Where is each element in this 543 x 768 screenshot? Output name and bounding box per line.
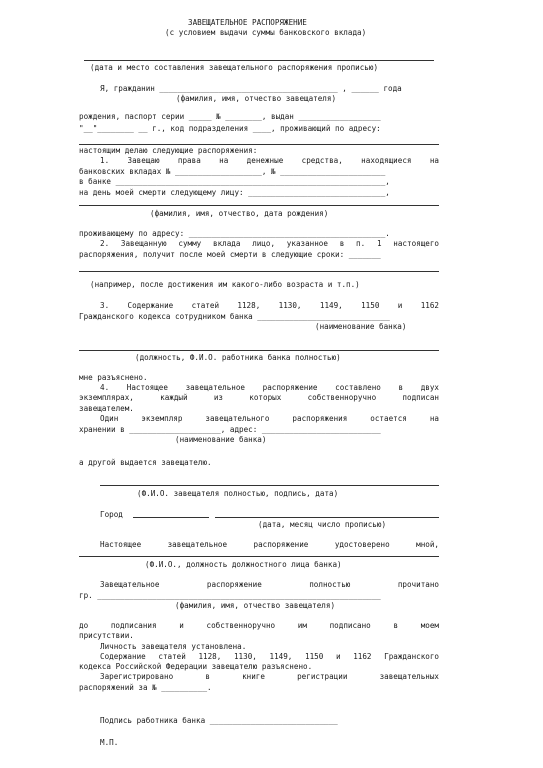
date-place-caption: (дата и место составления завещательного распоряжения прописью) xyxy=(90,63,379,72)
passport-line: рождения, паспорт серии _____ № ________, выдан __________________ xyxy=(79,112,381,121)
issued-to-line: а другой выдается завещателю. xyxy=(79,458,212,467)
seal-label: М.П. xyxy=(100,738,119,747)
signing-line-1: до подписания и собственноручно им подписано в моем xyxy=(79,621,439,630)
testator-sign-caption: (Ф.И.О. завещателя полностью, подпись, дата) xyxy=(137,489,339,498)
example-caption: (например, после достижения им какого-либо возраста и т.п.) xyxy=(90,280,360,289)
terms-line xyxy=(79,271,439,272)
registered-line-2: распоряжений за № __________. xyxy=(79,683,212,692)
bank-officer-line xyxy=(79,350,439,351)
date-field-line xyxy=(215,517,439,518)
bank-officer-caption: (должность, Ф.И.О. работника банка полностью) xyxy=(135,353,341,362)
document-title: ЗАВЕЩАТЕЛЬНОЕ РАСПОРЯЖЕНИЕ xyxy=(188,18,307,27)
articles-line-1: Содержание статей 1128, 1130, 1149, 1150 и 1162 Гражданского xyxy=(100,652,439,661)
date-place-line xyxy=(84,60,434,61)
official-line xyxy=(79,556,439,557)
residing-line: проживающему по адресу: ___________________________________________. xyxy=(79,229,390,238)
city-label: Город xyxy=(100,510,123,519)
explained-line: мне разъяснено. xyxy=(79,373,148,382)
fio-dob-caption: (фамилия, имя, отчество, дата рождения) xyxy=(150,209,329,218)
citizen-line: Я, гражданин _______________________________________ , ______ года xyxy=(100,84,402,93)
item4-line-3: завещателем. xyxy=(79,404,134,413)
official-caption: (Ф.И.О., должность должностного лица банка) xyxy=(145,560,342,569)
item3-line-2: Гражданского кодекса сотрудником банка _____________________________ xyxy=(79,312,390,321)
item4-line-2: экземплярах, каждый из которых собственноручно подписан xyxy=(79,393,439,402)
registered-line-1: Зарегистрировано в книге регистрации завещательных xyxy=(100,672,439,681)
issued-line: "__"________ __ г., код подразделения ____, проживающий по адресу: xyxy=(79,124,381,133)
certified-line: Настоящее завещательное распоряжение удостоверено мной, xyxy=(100,540,439,549)
bank-employee-signature: Подпись работника банка ____________________________ xyxy=(100,716,338,725)
copy-line-2: хранении в ____________________, адрес: __________________________ xyxy=(79,425,381,434)
beneficiary-line xyxy=(79,205,439,206)
copy-line-1: Один экземпляр завещательного распоряжения остается на xyxy=(100,414,439,423)
item1-line-2: банковских вкладах № ___________________, № _______________________ xyxy=(79,167,386,176)
testator-sign-line xyxy=(100,485,439,486)
date-words-caption: (дата, месяц число прописью) xyxy=(258,520,387,529)
item2-line-1: 2. Завещанную сумму вклада лицо, указанное в п. 1 настоящего xyxy=(100,239,439,248)
bank-name-caption-2: (наименование банка) xyxy=(175,435,267,444)
document-subtitle: (с условием выдачи суммы банковского вклада) xyxy=(165,28,367,37)
item3-line-1: 3. Содержание статей 1128, 1130, 1149, 1150 и 1162 xyxy=(100,301,439,310)
address-line xyxy=(79,144,439,145)
signing-line-2: присутствии. xyxy=(79,631,134,640)
read-line-2: гр. ______________________________________________________________ xyxy=(79,591,381,600)
city-field-line xyxy=(133,517,209,518)
orders-line: настоящим делаю следующие распоряжения: xyxy=(79,146,258,155)
item1-line-3: в банке ___________________________________________________________, xyxy=(79,177,390,186)
read-line-1: Завещательное распоряжение полностью прочитано xyxy=(100,580,439,589)
item1-line-1: 1. Завещаю права на денежные средства, находящиеся на xyxy=(100,156,439,165)
fio-testator-caption-2: (фамилия, имя, отчество завещателя) xyxy=(175,601,336,610)
identity-line: Личность завещателя установлена. xyxy=(100,642,247,651)
item1-line-4: на день моей смерти следующему лицу: ______________________________, xyxy=(79,188,390,197)
item2-line-2: распоряжения, получит после моей смерти в следующие сроки: _______ xyxy=(79,250,381,259)
fio-testator-caption: (фамилия, имя, отчество завещателя) xyxy=(176,94,337,103)
item4-line-1: 4. Настоящее завещательное распоряжение составлено в двух xyxy=(100,383,439,392)
bank-name-caption: (наименование банка) xyxy=(315,322,407,331)
articles-line-2: кодекса Российской Федерации завещателю разъяснено. xyxy=(79,662,313,671)
